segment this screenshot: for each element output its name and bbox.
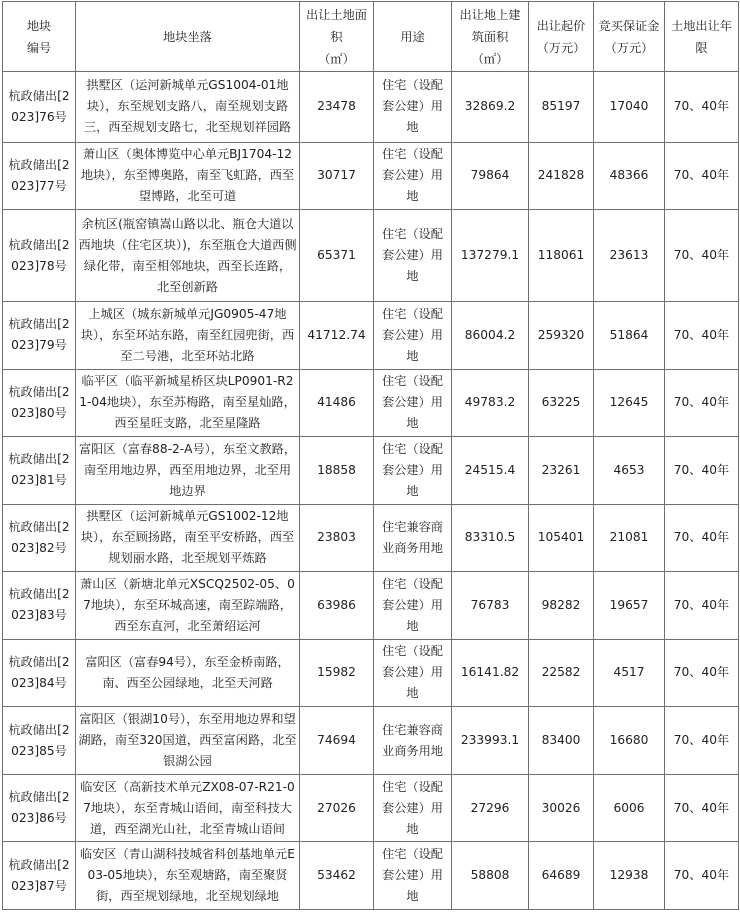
usage-cell: 住宅（设配套公建）用地 bbox=[374, 142, 452, 210]
header-line: 编号 bbox=[26, 40, 52, 55]
header-line: 积 bbox=[330, 29, 343, 44]
floor-area-cell: 16141.82 bbox=[452, 639, 529, 707]
parcel-id-cell: 杭政储出[2023]80号 bbox=[3, 369, 76, 437]
deposit-cell: 23613 bbox=[594, 210, 665, 302]
location-cell: 临安区（高新技术单元ZX08-07-R21-07地块），东至青城山语间，南至科技大道，西至湖光山社，北至青城山语间 bbox=[76, 774, 300, 842]
location-cell: 临平区（临平新城星桥区块LP0901-R21-04地块），东至苏梅路，南至星灿路，西至星旺支路，北至星隆路 bbox=[76, 369, 300, 437]
location-cell: 余杭区(瓶窑镇嵩山路以北、瓶仓大道以西地块（住宅区块）)，东至瓶仓大道西侧绿化带，南至相邻地块，西至长连路，北至创新路 bbox=[76, 210, 300, 302]
location-cell: 富阳区（银湖10号），东至用地边界和望湖路，南至320国道，西至富闲路，北至银湖公园 bbox=[76, 707, 300, 775]
land-area-cell: 18858 bbox=[300, 437, 374, 505]
deposit-cell: 51864 bbox=[594, 302, 665, 370]
header-line: 竞买保证金 bbox=[598, 18, 660, 33]
table-row bbox=[3, 369, 739, 437]
parcel-id-cell: 杭政储出[2023]87号 bbox=[3, 842, 76, 910]
location-cell: 萧山区（奥体博览中心单元BJ1704-12地块），东至博奥路，南至飞虹路，西至望博路，北至可道 bbox=[76, 142, 300, 210]
table-body bbox=[3, 72, 739, 910]
deposit-cell: 19657 bbox=[594, 572, 665, 640]
floor-area-cell: 86004.2 bbox=[452, 302, 529, 370]
header-row bbox=[3, 2, 739, 72]
table-row bbox=[3, 142, 739, 210]
start-price-cell: 85197 bbox=[529, 72, 594, 143]
location-cell: 富阳区（富春88-2-A号），东至文教路，南至用地边界，西至用地边界，北至用地边界 bbox=[76, 437, 300, 505]
land-area-cell: 27026 bbox=[300, 774, 374, 842]
header-line: 地块坐落 bbox=[163, 29, 212, 44]
location-cell: 富阳区（富春94号），东至金桥南路，南、西至公园绿地，北至天河路 bbox=[76, 639, 300, 707]
start-price-cell: 259320 bbox=[529, 302, 594, 370]
land-area-cell: 63986 bbox=[300, 572, 374, 640]
deposit-cell: 12938 bbox=[594, 842, 665, 910]
term-cell: 70、40年 bbox=[665, 210, 739, 302]
header-line: 筑面积 bbox=[471, 29, 509, 44]
header-line: （㎡） bbox=[318, 51, 355, 66]
header-line: 出让地上建 bbox=[459, 7, 521, 22]
header-term bbox=[665, 2, 739, 72]
floor-area-cell: 32869.2 bbox=[452, 72, 529, 143]
land-parcel-table bbox=[2, 1, 739, 910]
floor-area-cell: 137279.1 bbox=[452, 210, 529, 302]
header-floor-area bbox=[452, 2, 529, 72]
term-cell: 70、40年 bbox=[665, 707, 739, 775]
usage-cell: 住宅（设配套公建）用地 bbox=[374, 774, 452, 842]
start-price-cell: 83400 bbox=[529, 707, 594, 775]
land-area-cell: 23803 bbox=[300, 504, 374, 572]
usage-cell: 住宅兼容商业商务用地 bbox=[374, 707, 452, 775]
floor-area-cell: 49783.2 bbox=[452, 369, 529, 437]
land-area-cell: 41486 bbox=[300, 369, 374, 437]
deposit-cell: 12645 bbox=[594, 369, 665, 437]
table-row bbox=[3, 572, 739, 640]
table-row bbox=[3, 437, 739, 505]
parcel-id-cell: 杭政储出[2023]76号 bbox=[3, 72, 76, 143]
header-line: 出让土地面 bbox=[306, 7, 367, 22]
table-row bbox=[3, 72, 739, 143]
usage-cell: 住宅（设配套公建）用地 bbox=[374, 572, 452, 640]
floor-area-cell: 76783 bbox=[452, 572, 529, 640]
floor-area-cell: 233993.1 bbox=[452, 707, 529, 775]
term-cell: 70、40年 bbox=[665, 504, 739, 572]
parcel-id-cell: 杭政储出[2023]81号 bbox=[3, 437, 76, 505]
parcel-id-cell: 杭政储出[2023]86号 bbox=[3, 774, 76, 842]
location-cell: 上城区（城东新城单元JG0905-47地块），东至环站东路，南至红园兜街，西至二号港，北至环站北路 bbox=[76, 302, 300, 370]
parcel-id-cell: 杭政储出[2023]85号 bbox=[3, 707, 76, 775]
start-price-cell: 118061 bbox=[529, 210, 594, 302]
header-parcel-id bbox=[3, 2, 76, 72]
location-cell: 拱墅区（运河新城单元GS1004-01地块），东至规划支路八，南至规划支路三，西至规划支路七，北至规划祥园路 bbox=[76, 72, 300, 143]
deposit-cell: 16680 bbox=[594, 707, 665, 775]
land-area-cell: 74694 bbox=[300, 707, 374, 775]
location-cell: 萧山区（新塘北单元XSCQ2502-05、07地块），东至环城高速，南至踪端路，西至东直河，北至萧绍运河 bbox=[76, 572, 300, 640]
deposit-cell: 4653 bbox=[594, 437, 665, 505]
deposit-cell: 6006 bbox=[594, 774, 665, 842]
start-price-cell: 30026 bbox=[529, 774, 594, 842]
deposit-cell: 17040 bbox=[594, 72, 665, 143]
parcel-id-cell: 杭政储出[2023]83号 bbox=[3, 572, 76, 640]
term-cell: 70、40年 bbox=[665, 302, 739, 370]
usage-cell: 住宅（设配套公建）用地 bbox=[374, 437, 452, 505]
start-price-cell: 241828 bbox=[529, 142, 594, 210]
header-line: 限 bbox=[695, 40, 708, 55]
usage-cell: 住宅（设配套公建）用地 bbox=[374, 210, 452, 302]
usage-cell: 住宅（设配套公建）用地 bbox=[374, 302, 452, 370]
parcel-id-cell: 杭政储出[2023]84号 bbox=[3, 639, 76, 707]
usage-cell: 住宅（设配套公建）用地 bbox=[374, 639, 452, 707]
term-cell: 70、40年 bbox=[665, 572, 739, 640]
land-area-cell: 41712.74 bbox=[300, 302, 374, 370]
floor-area-cell: 79864 bbox=[452, 142, 529, 210]
usage-cell: 住宅（设配套公建）用地 bbox=[374, 72, 452, 143]
start-price-cell: 23261 bbox=[529, 437, 594, 505]
parcel-id-cell: 杭政储出[2023]79号 bbox=[3, 302, 76, 370]
land-area-cell: 30717 bbox=[300, 142, 374, 210]
start-price-cell: 105401 bbox=[529, 504, 594, 572]
table-row bbox=[3, 842, 739, 910]
header-deposit bbox=[594, 2, 665, 72]
term-cell: 70、40年 bbox=[665, 142, 739, 210]
header-line: 地块 bbox=[26, 18, 52, 33]
usage-cell: 住宅（设配套公建）用地 bbox=[374, 369, 452, 437]
header-start-price bbox=[529, 2, 594, 72]
usage-cell: 住宅（设配套公建）用地 bbox=[374, 842, 452, 910]
table-row bbox=[3, 707, 739, 775]
parcel-id-cell: 杭政储出[2023]78号 bbox=[3, 210, 76, 302]
location-cell: 临安区（青山湖科技城省科创基地单元E03-05地块），东至观塘路，南至聚贤街，西至规划绿地，北至规划绿地 bbox=[76, 842, 300, 910]
term-cell: 70、40年 bbox=[665, 842, 739, 910]
table-row bbox=[3, 774, 739, 842]
header-line: （㎡） bbox=[471, 51, 509, 66]
usage-cell: 住宅兼容商业商务用地 bbox=[374, 504, 452, 572]
land-area-cell: 53462 bbox=[300, 842, 374, 910]
header-land-area bbox=[300, 2, 374, 72]
deposit-cell: 4517 bbox=[594, 639, 665, 707]
header-line: 出让起价 bbox=[536, 18, 586, 33]
term-cell: 70、40年 bbox=[665, 437, 739, 505]
header-line: 用途 bbox=[400, 29, 425, 44]
header-location bbox=[76, 2, 300, 72]
header-line: （万元） bbox=[604, 40, 654, 55]
deposit-cell: 48366 bbox=[594, 142, 665, 210]
term-cell: 70、40年 bbox=[665, 369, 739, 437]
floor-area-cell: 27296 bbox=[452, 774, 529, 842]
header-usage bbox=[374, 2, 452, 72]
term-cell: 70、40年 bbox=[665, 72, 739, 143]
deposit-cell: 21081 bbox=[594, 504, 665, 572]
land-area-cell: 23478 bbox=[300, 72, 374, 143]
floor-area-cell: 58808 bbox=[452, 842, 529, 910]
table-row bbox=[3, 210, 739, 302]
header-line: （万元） bbox=[536, 40, 586, 55]
floor-area-cell: 83310.5 bbox=[452, 504, 529, 572]
table-row bbox=[3, 302, 739, 370]
parcel-id-cell: 杭政储出[2023]82号 bbox=[3, 504, 76, 572]
parcel-id-cell: 杭政储出[2023]77号 bbox=[3, 142, 76, 210]
table-row bbox=[3, 639, 739, 707]
location-cell: 拱墅区（运河新城单元GS1002-12地块），东至顾扬路，南至平安桥路，西至规划丽水路，北至规划平炼路 bbox=[76, 504, 300, 572]
floor-area-cell: 24515.4 bbox=[452, 437, 529, 505]
table-row bbox=[3, 504, 739, 572]
land-area-cell: 15982 bbox=[300, 639, 374, 707]
land-area-cell: 65371 bbox=[300, 210, 374, 302]
start-price-cell: 22582 bbox=[529, 639, 594, 707]
header-line: 土地出让年 bbox=[671, 18, 732, 33]
start-price-cell: 64689 bbox=[529, 842, 594, 910]
term-cell: 70、40年 bbox=[665, 639, 739, 707]
start-price-cell: 63225 bbox=[529, 369, 594, 437]
start-price-cell: 98282 bbox=[529, 572, 594, 640]
term-cell: 70、40年 bbox=[665, 774, 739, 842]
